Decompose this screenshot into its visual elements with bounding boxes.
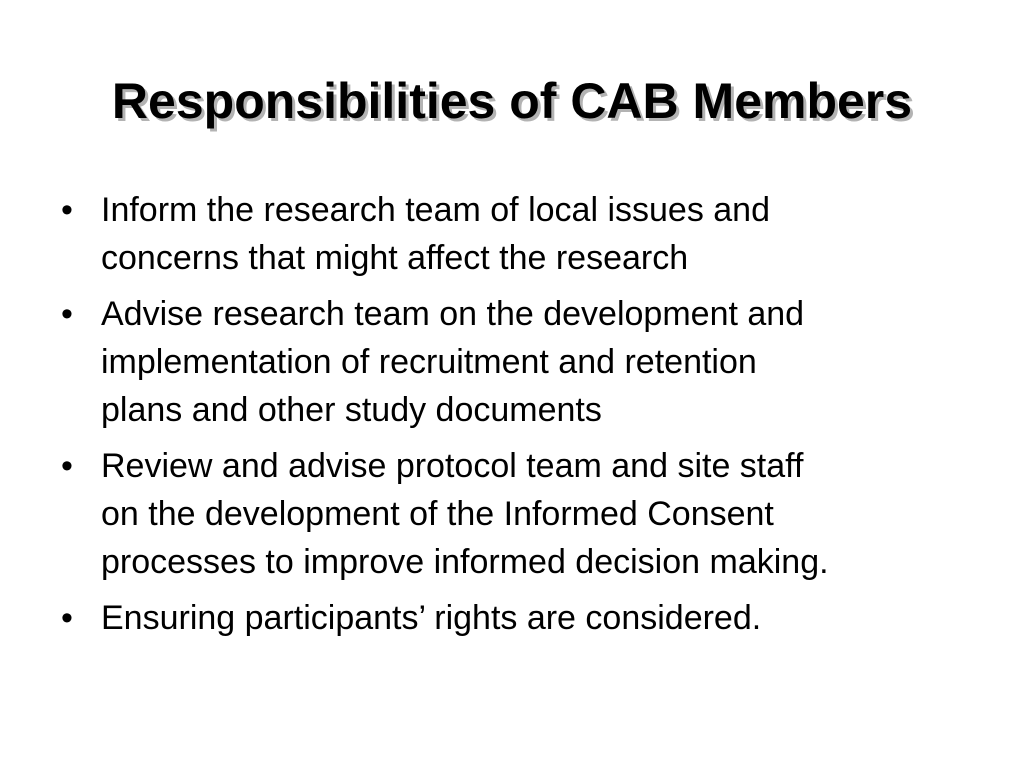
bullet-item <box>57 594 997 642</box>
bullet-dot-icon <box>61 594 91 642</box>
bullet-dot-icon <box>61 186 91 234</box>
bullet-text-line: processes to improve informed decision making. <box>101 543 829 581</box>
bullet-text-line: Inform the research team of local issues and <box>101 191 770 229</box>
bullet-text-line: implementation of recruitment and retention <box>101 343 757 381</box>
bullet-text-line: Review and advise protocol team and site staff <box>101 447 804 485</box>
slide-title: Responsibilities of CAB Members <box>111 73 913 129</box>
bullet-item <box>57 186 997 282</box>
bullet-text-line: plans and other study documents <box>101 391 602 429</box>
bullet-text-line: Advise research team on the development and <box>101 295 805 333</box>
bullet-item <box>57 290 997 434</box>
bullet-item <box>57 442 997 586</box>
bullet-text-line: on the development of the Informed Consent <box>101 495 774 533</box>
bullet-text-line: Ensuring participants’ rights are considered. <box>101 599 762 637</box>
bullet-text-line: concerns that might affect the research <box>101 239 689 277</box>
bullet-dot-icon <box>61 290 91 338</box>
bullet-list <box>57 186 997 650</box>
bullet-dot-icon <box>61 442 91 490</box>
